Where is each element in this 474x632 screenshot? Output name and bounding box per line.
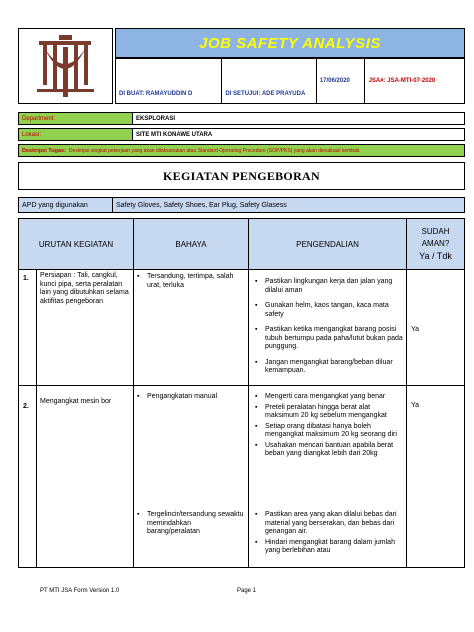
header-sudah-line3: Ya / Tdk bbox=[419, 251, 452, 261]
row2-pengendalian-list-a bbox=[255, 393, 405, 463]
row1-pengendalian-list bbox=[255, 278, 403, 380]
deskripsi-value: Deskripsi singkat pekerjaan yang akan dilaksanakan atau Standard Operating Procedure (SOP/PKS) yang akan dievaluasi kembali. bbox=[68, 147, 361, 154]
row2-pengendalian-item: ▪ Preteli peralatan hingga berat alat maksimum 20 kg sebelum mengangkat bbox=[255, 404, 405, 421]
row2-number: 2. bbox=[23, 403, 29, 410]
row2-bahaya-list-a bbox=[137, 393, 245, 406]
date-cell bbox=[317, 59, 365, 103]
col-divider-bahaya bbox=[248, 269, 249, 567]
row2-pengendalian-item: ▪ Pastikan area yang akan dilalui bebas dari material yang berserakan, dan bebas dari genangan air. bbox=[255, 511, 405, 537]
header-bahaya: BAHAYA bbox=[134, 219, 249, 269]
header-sudah-line2: AMAN? bbox=[421, 239, 450, 248]
apd-label: APD yang digunakan bbox=[19, 198, 113, 212]
lokasi-row bbox=[18, 128, 465, 141]
header-sudah-line1: SUDAH bbox=[421, 227, 450, 236]
footer-form-version: PT MTI JSA Form Version 1.0 bbox=[40, 588, 120, 594]
col-divider-kegiatan bbox=[133, 269, 134, 567]
document-title: JOB SAFETY ANALYSIS bbox=[199, 34, 381, 52]
doc-no-cell bbox=[365, 59, 464, 103]
row1-pengendalian-item: ▪ Pastikan ketika mengangkat barang posisi tubuh bertumpu pada paha/lutut bukan pada punggung. bbox=[255, 326, 403, 352]
doc-number-text: JSA#: JSA-MTI-07-2020 bbox=[368, 78, 436, 84]
department-row bbox=[18, 112, 465, 125]
company-logo bbox=[18, 28, 113, 104]
row2-kegiatan: Mengangkat mesin bor bbox=[40, 398, 112, 405]
row2-pengendalian-item: ▪ Mengerti cara mengangkat yang benar bbox=[255, 393, 405, 402]
table-header-row bbox=[19, 219, 464, 270]
row1-pengendalian-item: ▪ Pastikan lingkungan kerja dan jalan yang dilalui aman bbox=[255, 278, 403, 295]
row1-aman: Ya bbox=[411, 326, 420, 333]
row2-bahaya-list-b bbox=[137, 511, 245, 541]
header-urutan: URUTAN KEGIATAN bbox=[19, 219, 134, 269]
col-divider-pengendalian bbox=[406, 269, 407, 567]
row1-pengendalian-item: ▪ Jangan mengangkat barang/beban diluar kemampuan. bbox=[255, 359, 403, 376]
title-bar bbox=[115, 28, 465, 58]
header-info-row bbox=[115, 58, 465, 104]
page-footer bbox=[40, 588, 460, 598]
mti-logo-icon bbox=[19, 29, 112, 103]
row-divider bbox=[19, 385, 464, 386]
date-text: 17/06/2020 bbox=[319, 78, 350, 84]
apd-value: Safety Gloves, Safety Shoes, Ear Plug, Safety Glasess bbox=[116, 201, 287, 209]
row2-bahaya-item: ▪ Tergelincir/tersandung sewaktu memindahkan barang/peralatan bbox=[137, 511, 245, 537]
row2-pengendalian-list-b bbox=[255, 511, 405, 560]
dibuat-cell bbox=[116, 59, 222, 103]
apd-row bbox=[18, 197, 465, 213]
footer-page-number: Page 1 bbox=[237, 588, 257, 594]
col-divider-no bbox=[36, 269, 37, 567]
lokasi-value: SITE MTI KONAWE UTARA bbox=[136, 131, 213, 138]
disetujui-cell bbox=[222, 59, 316, 103]
disetujui-text: DI SETUJUI: ADE PRAYUDA bbox=[225, 91, 306, 97]
header-pengendalian: PENGENDALIAN bbox=[249, 219, 407, 269]
department-label: Department: bbox=[19, 113, 133, 124]
activity-title: KEGIATAN PENGEBORAN bbox=[18, 162, 465, 190]
row1-kegiatan: Persiapan : Tali, cangkul, kunci pipa, serta peralatan lain yang dibutuhkan selama aktifitas pengeboran bbox=[40, 272, 129, 305]
department-value: EKSPLORASI bbox=[136, 115, 176, 122]
row1-bahaya-list bbox=[137, 273, 245, 294]
deskripsi-label: Deskripsi Tugas: bbox=[22, 147, 66, 154]
row1-number: 1. bbox=[23, 275, 29, 282]
row2-pengendalian-item: ▪ Setiap orang dibatasi hanya boleh mengangkat maksimum 20 kg seorang diri bbox=[255, 423, 405, 440]
row2-pengendalian-item: ▪ Usahakan mencari bantuan apabila berat beban yang diangkat lebih dari 20kg bbox=[255, 442, 405, 459]
lokasi-label: Lokasi: bbox=[19, 129, 133, 140]
row2-aman: Ya bbox=[411, 402, 420, 409]
row2-pengendalian-item: ▪ Hindari mengangkat barang dalam jumlah yang berlebihan atau bbox=[255, 539, 405, 556]
deskripsi-row bbox=[18, 144, 465, 157]
jsa-table bbox=[18, 218, 465, 568]
row1-pengendalian-item: ▪ Gunakan helm, kaos tangan, kaca mata safety bbox=[255, 302, 403, 319]
row2-bahaya-item: ▪ Pengangkatan manual bbox=[137, 393, 245, 402]
row1-bahaya-item: ▪ Tersandung, tertimpa, salah urat, terluka bbox=[137, 273, 245, 290]
dibuat-text: DI BUAT: RAMAYUDDIN D bbox=[119, 91, 193, 97]
header-sudah-aman bbox=[407, 219, 464, 269]
